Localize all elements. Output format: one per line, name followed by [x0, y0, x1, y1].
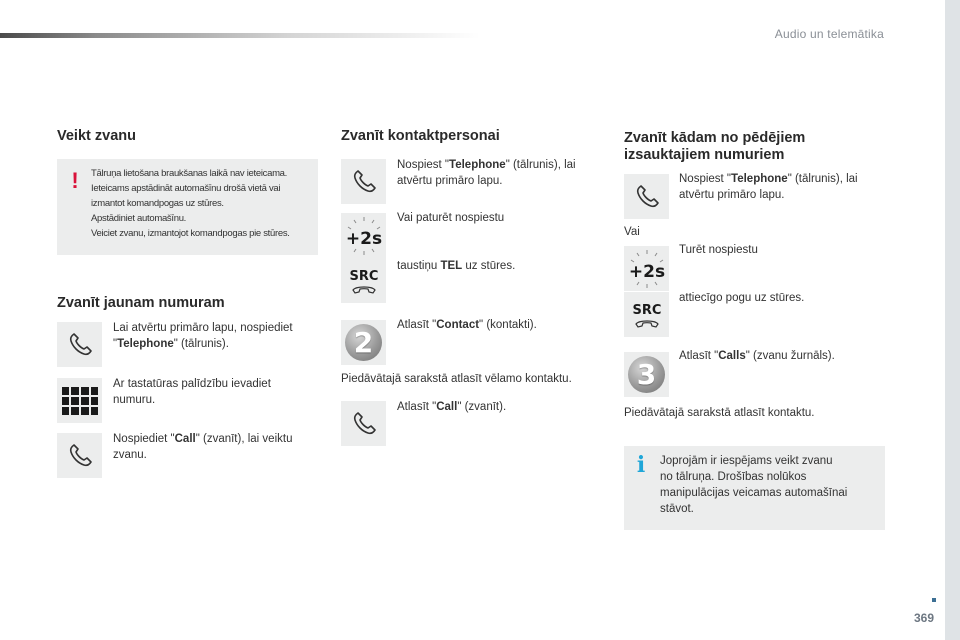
step-tel-key [397, 258, 602, 274]
step-text: atvērtu primāro lapu. [397, 175, 503, 187]
step-text: numuru. [113, 394, 156, 406]
step-text [679, 171, 884, 187]
src-label: SRC [349, 268, 378, 284]
header-gradient-bar [0, 33, 480, 38]
warning-line: Veiciet zvanu, izmantojot komandpogas pie stūres. [91, 228, 290, 239]
src-button-icon [624, 292, 669, 337]
step-text: Ar tastatūras palīdzību ievadiet [113, 378, 271, 390]
step-text-prefix: Atlasīt " [397, 401, 437, 413]
step-badge-circle [628, 356, 665, 393]
list-instruction: Piedāvātajā sarakstā atlasīt vēlamo kontaktu. [341, 373, 572, 385]
warning-icon: ! [71, 168, 79, 193]
info-line: manipulācijas veicamas automašīnai [660, 487, 848, 499]
warning-text [91, 166, 313, 241]
step-text-prefix: Nospiest " [679, 173, 732, 185]
phone-handset-icon [57, 322, 102, 367]
step-select-calls [679, 348, 884, 364]
warning-line: Apstādiniet automašīnu. [91, 213, 187, 224]
step-text [397, 157, 602, 173]
title-line: Zvanīt kādam no pēdējiem [624, 130, 806, 146]
call-label: Call [436, 401, 458, 413]
section-title-call-contact: Zvanīt kontaktpersonai [341, 128, 500, 144]
warning-box [57, 159, 318, 255]
hold-label: +2s [628, 261, 665, 282]
step-enter-number [113, 376, 318, 408]
contact-label: Contact [436, 319, 480, 331]
phone-handset-icon [341, 401, 386, 446]
section-title-recent-calls [624, 130, 805, 164]
step-text-suffix: " (zvanu žurnāls). [745, 350, 835, 362]
step-text: "Telephone" (tālrunis). [113, 338, 229, 350]
step-open-telephone [397, 157, 602, 189]
step-badge-3 [624, 352, 669, 397]
hold-2s-icon [624, 246, 669, 291]
src-button-icon [341, 258, 386, 303]
step-hold: Turēt nospiestu [679, 244, 758, 256]
step-text-suffix: uz stūres. [462, 260, 516, 272]
telephone-label: Telephone [117, 338, 174, 350]
phone-handset-icon [624, 174, 669, 219]
step-text-prefix: Nospiediet " [113, 433, 175, 445]
hold-label: +2s [345, 228, 382, 249]
title-line: izsauktajiem numuriem [624, 147, 785, 163]
step-text: Lai atvērtu primāro lapu, nospiediet [113, 322, 293, 334]
page-edge-strip [945, 0, 960, 640]
page-number: 369 [913, 611, 934, 625]
calls-label: Calls [718, 350, 746, 362]
warning-line: Tālruņa lietošana braukšanas laikā nav ieteicama. [91, 168, 288, 179]
step-text-suffix: " (tālrunis), lai [505, 159, 576, 171]
or-text: Vai [624, 226, 640, 238]
step-number: 2 [353, 326, 374, 359]
hold-2s-icon [341, 213, 386, 258]
step-text-prefix: Atlasīt " [679, 350, 719, 362]
info-box [624, 446, 885, 530]
call-label: Call [174, 433, 196, 445]
step-press-call [113, 431, 318, 463]
step-text-prefix: Nospiest " [397, 159, 450, 171]
step-badge-2 [341, 320, 386, 365]
warning-line: Ieteicams apstādināt automašīnu drošā vietā vai [91, 183, 281, 194]
warning-line: izmantot komandpogas uz stūres. [91, 198, 224, 209]
step-number: 3 [636, 358, 657, 391]
telephone-label: Telephone [731, 173, 788, 185]
page-marker [932, 598, 936, 602]
step-text-suffix: " (zvanīt). [457, 401, 507, 413]
step-text-suffix: " (tālrunis). [173, 338, 229, 350]
step-text-suffix: " (tālrunis), lai [787, 173, 858, 185]
step-text-prefix: taustiņu [397, 260, 441, 272]
keypad-icon [57, 378, 102, 423]
step-text [113, 431, 318, 447]
step-select-contact [397, 317, 602, 333]
info-line: stāvot. [660, 503, 694, 515]
step-text-suffix: " (zvanīt), lai veiktu [195, 433, 293, 445]
section-title-make-call: Veikt zvanu [57, 128, 136, 144]
info-line: no tālruņa. Drošības nolūkos [660, 471, 807, 483]
info-icon: i [636, 452, 646, 478]
phone-handset-icon [341, 159, 386, 204]
step-steering-button: attiecīgo pogu uz stūres. [679, 292, 805, 304]
src-label: SRC [632, 302, 661, 318]
step-select-call [397, 399, 602, 415]
step-text: atvērtu primāro lapu. [679, 189, 785, 201]
step-hold: Vai paturēt nospiestu [397, 212, 505, 224]
header-title: Audio un telemātika [774, 27, 884, 41]
info-text [660, 453, 880, 517]
telephone-label: Telephone [449, 159, 506, 171]
tel-label: TEL [440, 260, 463, 272]
step-open-telephone [679, 171, 884, 203]
step-text-prefix: Atlasīt " [397, 319, 437, 331]
info-line: Joprojām ir iespējams veikt zvanu [660, 455, 833, 467]
step-open-telephone [113, 320, 318, 352]
step-badge-circle [345, 324, 382, 361]
step-text: zvanu. [113, 449, 147, 461]
section-title-new-number: Zvanīt jaunam numuram [57, 295, 225, 311]
step-text-suffix: " (kontakti). [479, 319, 537, 331]
list-instruction: Piedāvātajā sarakstā atlasīt kontaktu. [624, 407, 815, 419]
phone-handset-icon [57, 433, 102, 478]
